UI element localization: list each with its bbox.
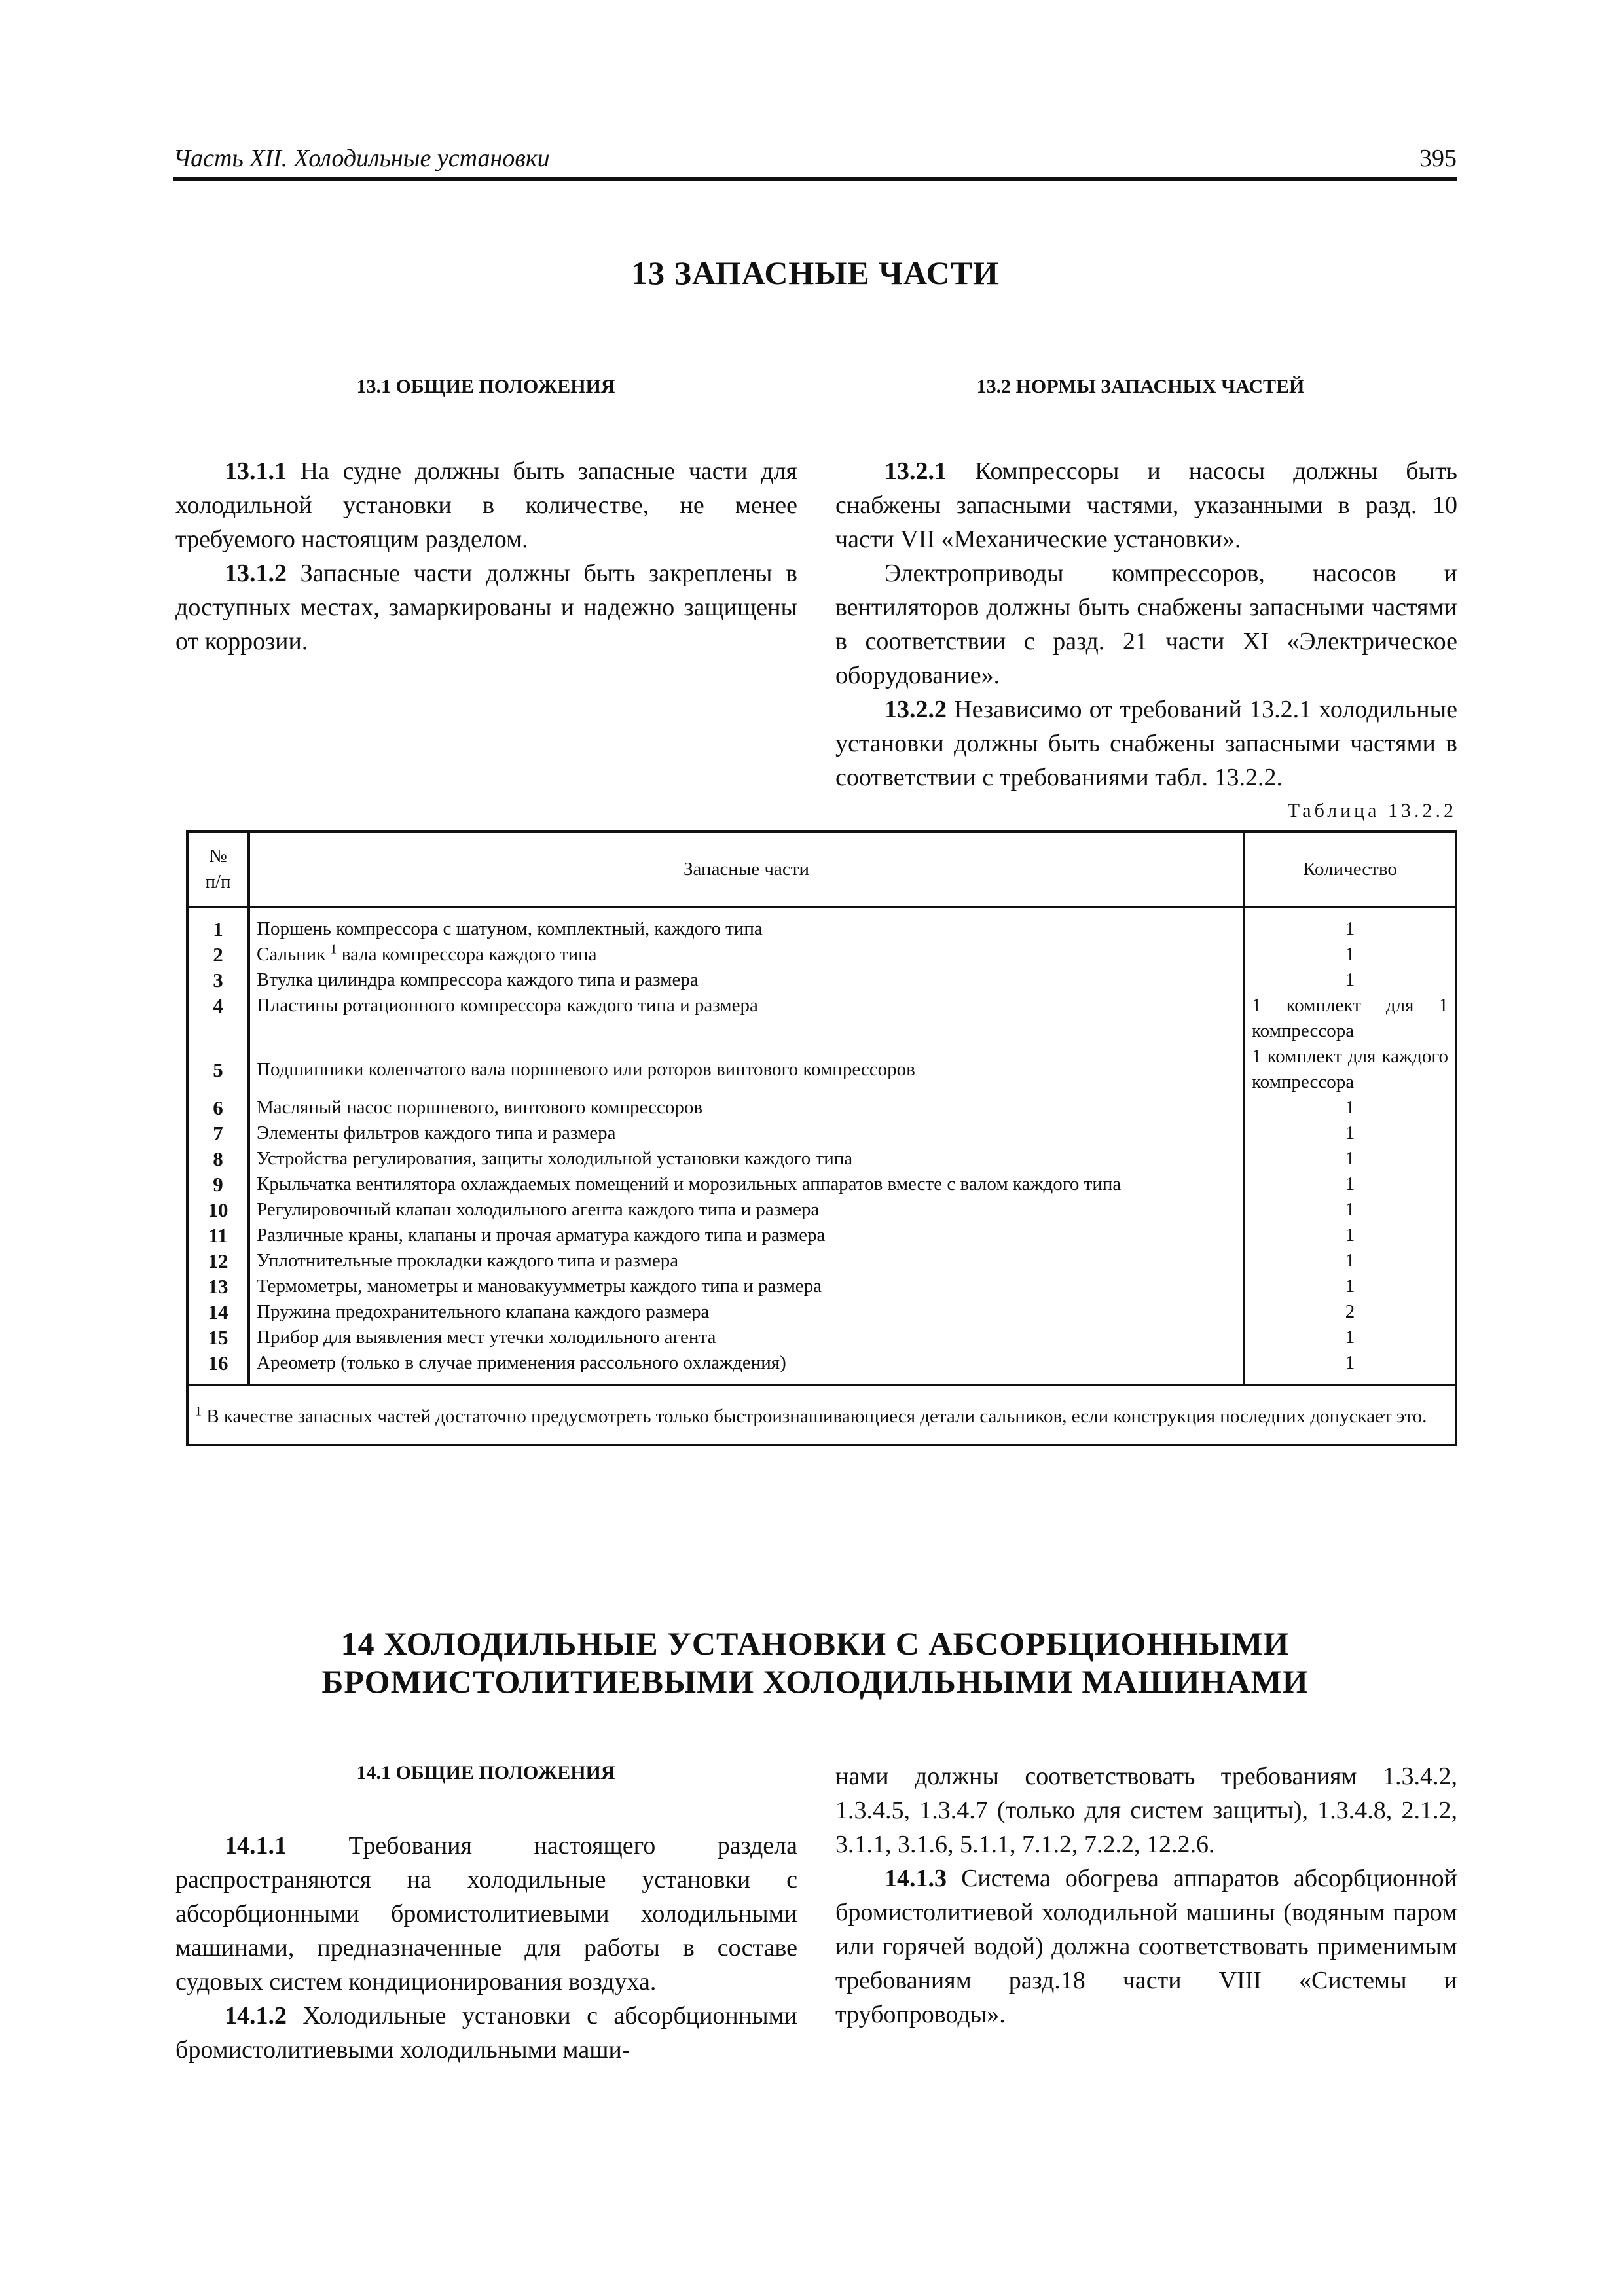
table-row	[187, 1197, 1456, 1223]
column-header-number-line2: п/п	[205, 871, 231, 892]
paragraph-text: Запасные части должны быть закреплены в доступных местах, замаркированы и надежно защищены от коррозии.	[175, 560, 797, 655]
left-column-14	[175, 1829, 797, 2067]
column-header-parts: Запасные части	[249, 831, 1244, 907]
table-row	[187, 1121, 1456, 1146]
table-row	[187, 1325, 1456, 1350]
row-number: 4	[187, 993, 249, 1044]
row-quantity: 1	[1244, 1095, 1456, 1121]
row-quantity: 1	[1244, 1350, 1456, 1385]
row-part-name: Различные краны, клапаны и прочая арматура каждого типа и размера	[249, 1223, 1244, 1248]
row-number: 9	[187, 1172, 249, 1197]
row-part-name: Поршень компрессора с шатуном, комплектный, каждого типа	[249, 907, 1244, 942]
row-quantity: 1	[1244, 1172, 1456, 1197]
row-part-name-text: вала компрессора каждого типа	[337, 944, 597, 965]
table-row	[187, 1223, 1456, 1248]
left-column-13	[175, 454, 797, 658]
clause-number: 13.2.2	[884, 696, 947, 723]
paragraph-electric-drives: Электроприводы компрессоров, насосов и вентиляторов должны быть снабжены запасными частями в соответствии с разд. 21 части XI «Электрическое оборудование».	[835, 560, 1457, 689]
paragraph-text: Холодильные установки с абсорбционными бромистолитиевыми холодильными маши-	[175, 2002, 797, 2064]
row-number: 13	[187, 1274, 249, 1299]
running-header	[173, 140, 1457, 181]
row-part-name: Подшипники коленчатого вала поршневого или роторов винтового компрессоров	[249, 1044, 1244, 1095]
row-part-name: Термометры, манометры и мановакуумметры каждого типа и размера	[249, 1274, 1244, 1299]
row-quantity: 1 комплект для 1 компрессора	[1244, 993, 1456, 1044]
table-row	[187, 1350, 1456, 1385]
row-number: 16	[187, 1350, 249, 1385]
row-part-name: Устройства регулирования, защиты холодильной установки каждого типа	[249, 1146, 1244, 1172]
section-13-1-title: 13.1 ОБЩИЕ ПОЛОЖЕНИЯ	[356, 376, 615, 397]
table-row	[187, 1146, 1456, 1172]
paragraph-13-1-1	[175, 454, 797, 556]
footnote-reference: 1	[330, 942, 337, 957]
table-row	[187, 1095, 1456, 1121]
row-part-name	[249, 942, 1244, 967]
table-row	[187, 1172, 1456, 1197]
row-quantity: 1	[1244, 1325, 1456, 1350]
row-part-name: Масляный насос поршневого, винтового компрессоров	[249, 1095, 1244, 1121]
row-part-name: Элементы фильтров каждого типа и размера	[249, 1121, 1244, 1146]
column-header-quantity: Количество	[1244, 831, 1456, 907]
paragraph-text: Независимо от требований 13.2.1 холодильные установки должны быть снабжены запасными частями в соответствии с требованиями табл. 13.2.2.	[835, 696, 1457, 791]
row-number: 8	[187, 1146, 249, 1172]
row-number: 7	[187, 1121, 249, 1146]
chapter-14-title-line2: БРОМИСТОЛИТИЕВЫМИ ХОЛОДИЛЬНЫМИ МАШИНАМИ	[321, 1663, 1309, 1700]
row-quantity: 1	[1244, 942, 1456, 967]
table-row	[187, 967, 1456, 993]
clause-number: 13.1.2	[225, 560, 287, 587]
row-quantity: 1	[1244, 907, 1456, 942]
right-column-13	[835, 454, 1457, 795]
clause-number: 14.1.3	[884, 1865, 947, 1892]
row-quantity: 1	[1244, 967, 1456, 993]
paragraph-13-1-2	[175, 556, 797, 658]
row-part-name: Пружина предохранительного клапана каждого размера	[249, 1299, 1244, 1325]
running-header-title: Часть XII. Холодильные установки	[173, 145, 550, 172]
paragraph-text: На судне должны быть запасные части для холодильной установки в количестве, не менее требуемого настоящим разделом.	[175, 457, 797, 553]
paragraph-14-1-1	[175, 1829, 797, 1999]
row-part-name: Втулка цилиндра компрессора каждого типа и размера	[249, 967, 1244, 993]
row-number: 12	[187, 1248, 249, 1274]
clause-number: 14.1.2	[225, 2002, 287, 2030]
paragraph-text: Требования настоящего раздела распространяются на холодильные установки с абсорбционными бромистолитиевыми холодильными машинами, предназначенные для работы в составе судовых систем кондиционирования воздуха.	[175, 1832, 797, 1996]
row-part-name: Пластины ротационного компрессора каждого типа и размера	[249, 993, 1244, 1044]
row-number: 1	[187, 907, 249, 942]
row-part-name: Крыльчатка вентилятора охлаждаемых помещений и морозильных аппаратов вместе с валом каждого типа	[249, 1172, 1244, 1197]
row-number: 2	[187, 942, 249, 967]
row-part-name-text: Сальник	[257, 944, 326, 965]
footnote-marker: 1	[195, 1404, 202, 1419]
table-row	[187, 1299, 1456, 1325]
paragraph-13-2-1	[835, 454, 1457, 556]
row-number: 3	[187, 967, 249, 993]
column-header-number	[187, 831, 249, 907]
section-14-1-title: 14.1 ОБЩИЕ ПОЛОЖЕНИЯ	[356, 1762, 615, 1784]
row-part-name: Ареометр (только в случае применения рассольного охлаждения)	[249, 1350, 1244, 1385]
chapter-13-title: 13 ЗАПАСНЫЕ ЧАСТИ	[631, 255, 999, 291]
row-quantity: 1	[1244, 1274, 1456, 1299]
paragraph-14-1-2-continued: нами должны соответствовать требованиям 1.3.4.2, 1.3.4.5, 1.3.4.7 (только для систем защиты), 1.3.4.8, 2.1.2, 3.1.1, 3.1.6, 5.1.1, 7.1.2, 7.2.2, 12.2.6.	[835, 1763, 1457, 1858]
row-quantity: 1 комплект для каждого компрессора	[1244, 1044, 1456, 1095]
paragraph-14-1-2	[175, 1999, 797, 2067]
row-quantity: 1	[1244, 1248, 1456, 1274]
row-quantity: 1	[1244, 1223, 1456, 1248]
clause-number: 13.2.1	[884, 457, 947, 485]
row-quantity: 1	[1244, 1146, 1456, 1172]
table-row	[187, 993, 1456, 1044]
page-number: 395	[1419, 145, 1457, 172]
row-number: 11	[187, 1223, 249, 1248]
paragraph-14-1-3	[835, 1861, 1457, 2032]
clause-number: 13.1.1	[225, 457, 287, 485]
row-part-name: Регулировочный клапан холодильного агента каждого типа и размера	[249, 1197, 1244, 1223]
table-footnote-row	[187, 1385, 1456, 1445]
row-number: 5	[187, 1044, 249, 1095]
row-part-name: Уплотнительные прокладки каждого типа и размера	[249, 1248, 1244, 1274]
clause-number: 14.1.1	[225, 1832, 287, 1859]
table-row	[187, 1248, 1456, 1274]
spare-parts-table	[186, 830, 1457, 1446]
table-footnote	[187, 1385, 1456, 1445]
chapter-14-title-line1: 14 ХОЛОДИЛЬНЫЕ УСТАНОВКИ С АБСОРБЦИОННЫМИ	[340, 1625, 1290, 1662]
row-quantity: 1	[1244, 1197, 1456, 1223]
chapter-14-title	[173, 1624, 1457, 1700]
footnote-text: В качестве запасных частей достаточно предусмотреть только быстроизнашивающиеся детали сальников, если конструкция последних допускает это.	[202, 1406, 1427, 1427]
row-quantity: 1	[1244, 1121, 1456, 1146]
paragraph-text: Компрессоры и насосы должны быть снабжены запасными частями, указанными в разд. 10 части VII «Механические установки».	[835, 457, 1457, 553]
table-row	[187, 907, 1456, 942]
row-number: 6	[187, 1095, 249, 1121]
row-part-name: Прибор для выявления мест утечки холодильного агента	[249, 1325, 1244, 1350]
right-column-14	[835, 1759, 1457, 2032]
row-quantity: 2	[1244, 1299, 1456, 1325]
column-header-number-line1: №	[209, 846, 227, 867]
table-header-row	[187, 831, 1456, 907]
table-label: Таблица 13.2.2	[1287, 800, 1457, 821]
row-number: 15	[187, 1325, 249, 1350]
table-row	[187, 942, 1456, 967]
row-number: 14	[187, 1299, 249, 1325]
row-number: 10	[187, 1197, 249, 1223]
paragraph-13-2-2	[835, 692, 1457, 795]
paragraph-text: Система обогрева аппаратов абсорбционной бромистолитиевой холодильной машины (водяным паром или горячей водой) должна соответствовать применимым требованиям разд.18 части VIII «Системы и трубопроводы».	[835, 1865, 1457, 2028]
section-13-2-title: 13.2 НОРМЫ ЗАПАСНЫХ ЧАСТЕЙ	[976, 376, 1305, 397]
table-row	[187, 1274, 1456, 1299]
table-row	[187, 1044, 1456, 1095]
